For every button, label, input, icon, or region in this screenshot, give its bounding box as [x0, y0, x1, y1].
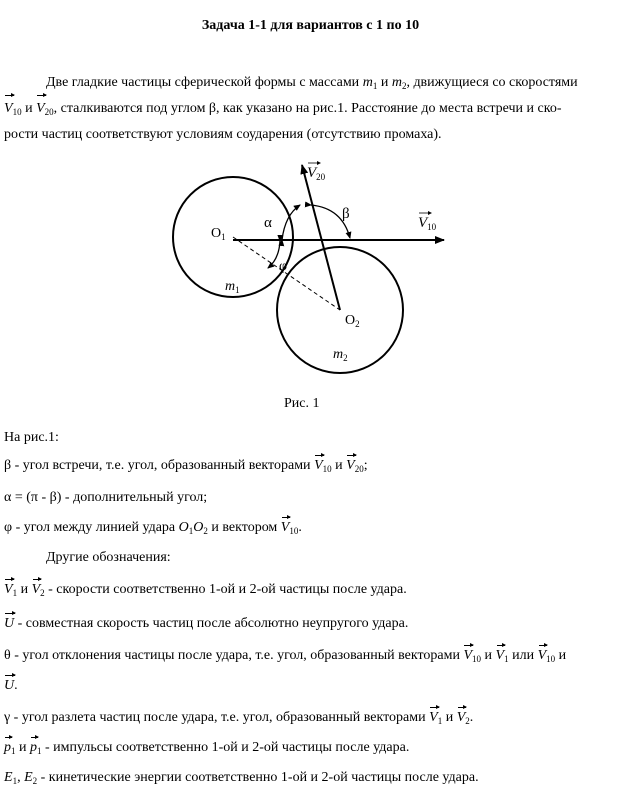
definitions-header: На рис.1:: [4, 430, 59, 445]
label-o1: $O_1$: [211, 226, 226, 242]
definition-gamma: γ - угол разлета частиц после удара, т.е. угол, образованный векторами $V_1$ и $V_2$.: [4, 710, 474, 726]
definition-u: U - совместная скорость частиц после абсолютно неупругого удара.: [4, 616, 409, 631]
definition-beta: β - угол встречи, т.е. угол, образованный векторами $V_{10}$ и $V_{20}$;: [4, 458, 368, 474]
vector-v10: V: [4, 98, 13, 120]
label-v20: $V_{20}$: [307, 165, 326, 182]
vector-v20: V: [36, 98, 45, 120]
definition-velocities: $V_1$ и $V_2$ - скорости соответственно 1-ой и 2-ой частицы после удара.: [4, 582, 407, 598]
definition-theta-cont: U.: [4, 678, 18, 693]
label-m2: $m_2$: [333, 347, 348, 363]
other-header: Другие обозначения:: [46, 550, 171, 565]
label-m1: $m_1$: [225, 279, 240, 295]
definition-energies: $E_1$, $E_2$ - кинетические энергии соответственно 1-ой и 2-ой частицы после удара.: [4, 770, 479, 786]
intro-line-2: $V_{10}$ и $V_{20}$, сталкиваются под углом β, как указано на рис.1. Расстояние до места встречи и ско-: [4, 98, 562, 120]
intro-line-3: рости частиц соответствуют условиям соударения (отсутствию промаха).: [4, 127, 442, 142]
label-phi: φ: [279, 259, 288, 274]
definition-impulses: $p_1$ и $p_1$ - импульсы соответственно 1-ой и 2-ой частицы после удара.: [4, 740, 410, 756]
page-title: Задача 1-1 для вариантов с 1 по 10: [201, 18, 420, 33]
figure-caption: Рис. 1: [284, 396, 320, 411]
intro-line-1: Две гладкие частицы сферической формы с массами $m_1$ и $m_2$, движущиеся со скоростями: [46, 75, 578, 91]
definition-theta: θ - угол отклонения частицы после удара, т.е. угол, образованный векторами $V_{10}$ и $V_1$ или $V_{10}$ и: [4, 648, 567, 664]
vector-v20-arrow: [302, 165, 340, 310]
label-v10: $V_{10}$: [418, 215, 437, 232]
label-o2: $O_2$: [345, 313, 360, 329]
collision-diagram: [0, 150, 621, 390]
label-alpha: α: [264, 215, 272, 231]
definition-phi: φ - угол между линией удара $O_1O_2$ и вектором $V_{10}$.: [4, 520, 302, 536]
definition-alpha: α = (π - β) - дополнительный угол;: [4, 490, 208, 505]
label-beta: β: [342, 206, 350, 222]
